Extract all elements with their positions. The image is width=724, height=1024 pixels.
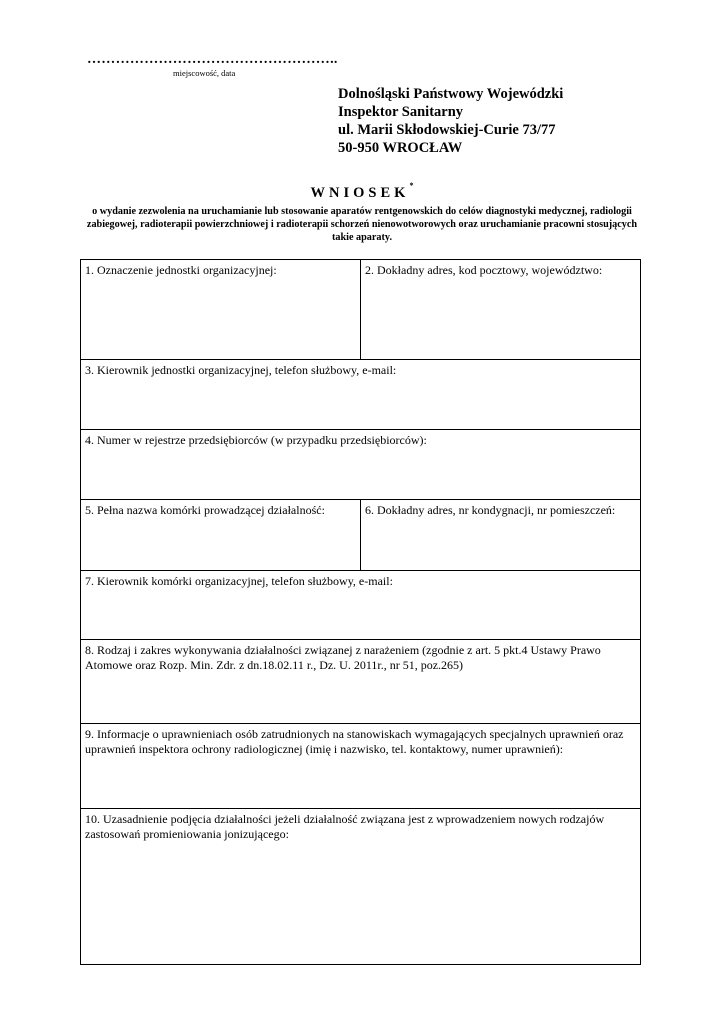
field-8-activity-type-scope[interactable]: 8. Rodzaj i zakres wykonywania działalności związanej z narażeniem (zgodnie z art. 5 pkt.4 Ustawy Prawo Atomowe oraz Rozp. Min. Zdr. z dn.18.02.11 r., Dz. U. 2011r., nr 51, poz.265) <box>81 640 641 724</box>
footnote-mark: * <box>409 181 414 190</box>
recipient-line-4: 50-950 WROCŁAW <box>338 140 463 156</box>
field-4-business-register-number[interactable]: 4. Numer w rejestrze przedsiębiorców (w przypadku przedsiębiorców): <box>81 430 641 500</box>
recipient-line-1: Dolnośląski Państwowy Wojewódzki <box>338 86 564 102</box>
field-2-exact-address[interactable]: 2. Dokładny adres, kod pocztowy, województwo: <box>361 260 641 360</box>
field-5-unit-full-name[interactable]: 5. Pełna nazwa komórki prowadzącej działalność: <box>81 500 361 571</box>
field-7-unit-cell-manager[interactable]: 7. Kierownik komórki organizacyjnej, telefon służbowy, e-mail: <box>81 571 641 640</box>
document-title <box>0 181 724 202</box>
field-3-unit-manager[interactable]: 3. Kierownik jednostki organizacyjnej, telefon służbowy, e-mail: <box>81 360 641 430</box>
field-6-unit-address-rooms[interactable]: 6. Dokładny adres, nr kondygnacji, nr pomieszczeń: <box>361 500 641 571</box>
title-text: WNIOSEK <box>310 185 410 201</box>
recipient-line-3: ul. Marii Skłodowskiej-Curie 73/77 <box>338 122 556 138</box>
recipient-address-block <box>338 85 563 157</box>
field-10-justification[interactable]: 10. Uzasadnienie podjęcia działalności jeżeli działalność związana jest z wprowadzeniem nowych rodzajów zastosowań promieniowania jonizującego: <box>81 809 641 965</box>
document-subtitle: o wydanie zezwolenia na uruchamianie lub stosowanie aparatów rentgenowskich do celów diagnostyki medycznej, radiologii zabiegowej, radioterapii powierzchniowej i radioterapii schorzeń nienowotworowych oraz uruchamianie pracowni stosujących takie aparaty. <box>86 206 638 243</box>
recipient-line-2: Inspektor Sanitarny <box>338 104 464 120</box>
place-date-label: miejscowość, data <box>173 68 236 78</box>
place-date-dotted-line[interactable]: …………………………………………….. <box>87 52 338 67</box>
field-9-staff-qualifications[interactable]: 9. Informacje o uprawnieniach osób zatrudnionych na stanowiskach wymagających specjalnych uprawnień oraz uprawnień inspektora ochrony radiologicznej (imię i nazwisko, tel. kontaktowy, numer uprawnień): <box>81 724 641 809</box>
application-form-table <box>80 259 641 965</box>
field-1-organization-name[interactable]: 1. Oznaczenie jednostki organizacyjnej: <box>81 260 361 360</box>
